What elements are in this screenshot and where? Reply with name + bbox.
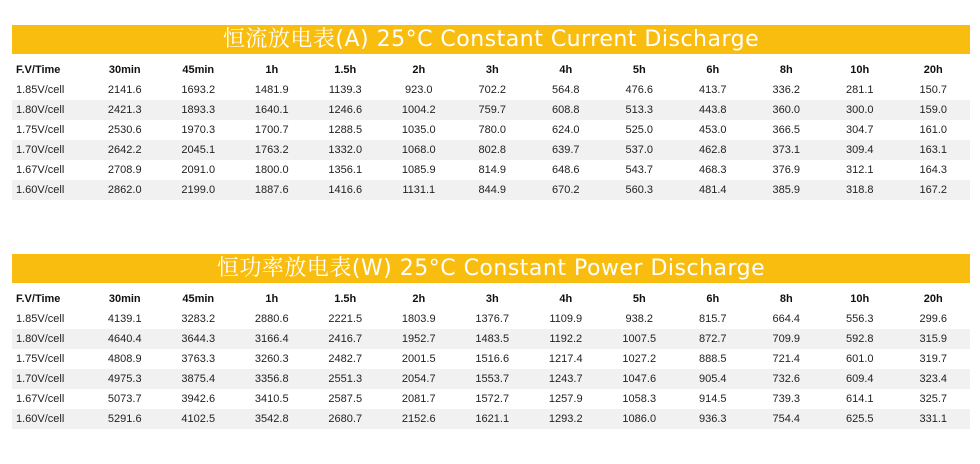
table-cell: 1356.1 <box>328 164 363 176</box>
table-cell: 1700.7 <box>254 124 289 136</box>
power-discharge-section <box>12 254 970 429</box>
table-cell: 780.0 <box>478 124 507 136</box>
table-cell: 163.1 <box>919 144 948 156</box>
table-cell: 814.9 <box>478 164 507 176</box>
column-header: 5h <box>632 64 646 76</box>
table-cell: 3356.8 <box>254 373 289 385</box>
table-cell: 4640.4 <box>107 333 142 345</box>
table-cell: 1481.9 <box>254 84 289 96</box>
column-header: 6h <box>706 293 720 305</box>
table-cell: 325.7 <box>919 393 948 405</box>
table-cell: 739.3 <box>772 393 801 405</box>
table-cell: 453.0 <box>698 124 727 136</box>
table-cell: 888.5 <box>698 353 727 365</box>
table-cell: 2199.0 <box>181 184 216 196</box>
table-row <box>12 140 970 160</box>
table-cell: 1416.6 <box>328 184 363 196</box>
table-cell: 309.4 <box>845 144 874 156</box>
table-cell: 336.2 <box>772 84 801 96</box>
table-row <box>12 409 970 429</box>
row-label: 1.80V/cell <box>16 333 65 345</box>
column-header: 30min <box>108 64 141 76</box>
table-cell: 2221.5 <box>328 313 363 325</box>
table-cell: 150.7 <box>919 84 948 96</box>
table-cell: 366.5 <box>772 124 801 136</box>
table-cell: 476.6 <box>625 84 654 96</box>
table-row <box>12 120 970 140</box>
table-cell: 872.7 <box>698 333 727 345</box>
table-row <box>12 160 970 180</box>
power-discharge-table <box>12 289 970 429</box>
column-header: 1h <box>265 64 279 76</box>
table-cell: 905.4 <box>698 373 727 385</box>
table-title: 恒流放电表(A) 25°C Constant Current Discharge <box>12 25 970 54</box>
table-cell: 1192.2 <box>549 333 583 345</box>
column-header: 45min <box>182 64 215 76</box>
table-cell: 1893.3 <box>181 104 216 116</box>
column-header: 10h <box>850 293 870 305</box>
table-cell: 513.3 <box>625 104 654 116</box>
table-cell: 164.3 <box>919 164 948 176</box>
table-cell: 914.5 <box>698 393 727 405</box>
table-cell: 167.2 <box>919 184 948 196</box>
table-cell: 1243.7 <box>548 373 583 385</box>
table-cell: 161.0 <box>919 124 948 136</box>
column-header: 1h <box>265 293 279 305</box>
row-label: 1.85V/cell <box>16 313 65 325</box>
table-cell: 1970.3 <box>181 124 216 136</box>
column-header: 4h <box>559 64 573 76</box>
table-cell: 159.0 <box>919 104 948 116</box>
column-header: 1.5h <box>334 293 357 305</box>
table-cell: 1621.1 <box>475 413 510 425</box>
table-cell: 385.9 <box>772 184 801 196</box>
table-row <box>12 369 970 389</box>
table-cell: 443.8 <box>698 104 727 116</box>
column-header: 6h <box>706 64 720 76</box>
table-cell: 319.7 <box>919 353 948 365</box>
table-cell: 2708.9 <box>107 164 142 176</box>
table-cell: 815.7 <box>698 313 727 325</box>
table-cell: 3260.3 <box>254 353 289 365</box>
table-cell: 844.9 <box>478 184 507 196</box>
table-cell: 2421.3 <box>107 104 142 116</box>
table-cell: 2141.6 <box>107 84 142 96</box>
table-cell: 754.4 <box>772 413 801 425</box>
table-cell: 1376.7 <box>475 313 510 325</box>
table-cell: 413.7 <box>698 84 727 96</box>
table-cell: 1800.0 <box>254 164 289 176</box>
table-cell: 1293.2 <box>548 413 583 425</box>
table-cell: 2081.7 <box>401 393 436 405</box>
table-cell: 3875.4 <box>181 373 216 385</box>
table-cell: 702.2 <box>478 84 507 96</box>
table-cell: 3542.8 <box>254 413 289 425</box>
table-cell: 625.5 <box>845 413 874 425</box>
table-row <box>12 309 970 329</box>
table-cell: 4975.3 <box>107 373 142 385</box>
table-cell: 670.2 <box>551 184 580 196</box>
table-cell: 1246.6 <box>328 104 363 116</box>
table-cell: 1288.5 <box>328 124 363 136</box>
table-cell: 2551.3 <box>328 373 363 385</box>
column-header: F.V/Time <box>16 64 61 76</box>
table-cell: 3283.2 <box>181 313 216 325</box>
table-cell: 560.3 <box>625 184 654 196</box>
table-cell: 1553.7 <box>475 373 510 385</box>
current-discharge-section <box>12 25 970 200</box>
table-cell: 373.1 <box>772 144 801 156</box>
table-cell: 315.9 <box>919 333 948 345</box>
table-cell: 608.8 <box>551 104 580 116</box>
table-title: 恒功率放电表(W) 25°C Constant Power Discharge <box>12 254 970 283</box>
column-header: 20h <box>923 293 943 305</box>
table-cell: 923.0 <box>404 84 433 96</box>
table-cell: 2680.7 <box>328 413 363 425</box>
row-label: 1.67V/cell <box>16 164 65 176</box>
table-cell: 938.2 <box>625 313 654 325</box>
table-cell: 624.0 <box>551 124 580 136</box>
table-cell: 1035.0 <box>401 124 436 136</box>
table-cell: 537.0 <box>625 144 654 156</box>
table-cell: 1027.2 <box>622 353 657 365</box>
table-cell: 318.8 <box>845 184 874 196</box>
table-cell: 609.4 <box>845 373 874 385</box>
column-header: 2h <box>412 64 426 76</box>
table-cell: 1047.6 <box>622 373 657 385</box>
table-cell: 1952.7 <box>401 333 436 345</box>
table-cell: 3763.3 <box>181 353 216 365</box>
column-header: 20h <box>923 64 943 76</box>
column-header: 5h <box>632 293 646 305</box>
current-discharge-table <box>12 60 970 200</box>
column-header: 10h <box>850 64 870 76</box>
header-row <box>12 60 970 80</box>
table-cell: 1217.4 <box>548 353 583 365</box>
row-label: 1.80V/cell <box>16 104 65 116</box>
table-cell: 614.1 <box>845 393 874 405</box>
table-cell: 936.3 <box>698 413 727 425</box>
column-header: 1.5h <box>334 64 357 76</box>
table-cell: 1007.5 <box>622 333 657 345</box>
column-header: 30min <box>108 293 141 305</box>
table-cell: 281.1 <box>845 84 874 96</box>
table-cell: 1109.9 <box>549 313 583 325</box>
table-cell: 1803.9 <box>401 313 436 325</box>
table-cell: 2416.7 <box>328 333 363 345</box>
table-cell: 1085.9 <box>401 164 436 176</box>
column-header: 45min <box>182 293 215 305</box>
table-cell: 664.4 <box>772 313 801 325</box>
table-cell: 592.8 <box>845 333 874 345</box>
table-cell: 5073.7 <box>107 393 142 405</box>
row-label: 1.67V/cell <box>16 393 65 405</box>
table-cell: 1572.7 <box>475 393 510 405</box>
table-cell: 462.8 <box>698 144 727 156</box>
table-cell: 5291.6 <box>107 413 142 425</box>
table-cell: 709.9 <box>772 333 801 345</box>
column-header: 8h <box>779 64 793 76</box>
table-cell: 2862.0 <box>107 184 142 196</box>
table-cell: 802.8 <box>478 144 507 156</box>
table-cell: 648.6 <box>551 164 580 176</box>
table-cell: 1887.6 <box>254 184 289 196</box>
table-cell: 1131.1 <box>402 184 436 196</box>
table-cell: 2482.7 <box>328 353 363 365</box>
column-header: F.V/Time <box>16 293 61 305</box>
table-cell: 601.0 <box>845 353 874 365</box>
table-cell: 639.7 <box>551 144 580 156</box>
table-cell: 1058.3 <box>622 393 657 405</box>
table-cell: 543.7 <box>625 164 654 176</box>
table-cell: 1257.9 <box>548 393 583 405</box>
table-cell: 323.4 <box>919 373 948 385</box>
column-header: 3h <box>485 293 499 305</box>
table-cell: 759.7 <box>478 104 507 116</box>
table-row <box>12 180 970 200</box>
table-cell: 3644.3 <box>181 333 216 345</box>
column-header: 2h <box>412 293 426 305</box>
table-cell: 525.0 <box>625 124 654 136</box>
table-cell: 1086.0 <box>622 413 657 425</box>
table-cell: 3942.6 <box>181 393 216 405</box>
table-cell: 312.1 <box>845 164 874 176</box>
column-header: 8h <box>779 293 793 305</box>
table-cell: 2880.6 <box>254 313 289 325</box>
table-cell: 556.3 <box>845 313 874 325</box>
table-cell: 376.9 <box>772 164 801 176</box>
column-header: 3h <box>485 64 499 76</box>
table-cell: 1693.2 <box>181 84 216 96</box>
table-cell: 331.1 <box>919 413 948 425</box>
table-cell: 304.7 <box>845 124 874 136</box>
row-label: 1.60V/cell <box>16 413 65 425</box>
table-row <box>12 329 970 349</box>
table-cell: 2587.5 <box>328 393 363 405</box>
table-cell: 2091.0 <box>181 164 216 176</box>
table-cell: 732.6 <box>772 373 801 385</box>
table-cell: 2045.1 <box>181 144 216 156</box>
table-cell: 721.4 <box>772 353 801 365</box>
table-cell: 1483.5 <box>475 333 510 345</box>
table-cell: 4102.5 <box>181 413 216 425</box>
table-cell: 4808.9 <box>107 353 142 365</box>
table-row <box>12 349 970 369</box>
header-row <box>12 289 970 309</box>
table-cell: 360.0 <box>772 104 801 116</box>
table-cell: 1332.0 <box>328 144 363 156</box>
table-cell: 1763.2 <box>254 144 289 156</box>
table-cell: 481.4 <box>698 184 727 196</box>
column-header: 4h <box>559 293 573 305</box>
table-row <box>12 389 970 409</box>
row-label: 1.70V/cell <box>16 144 65 156</box>
table-cell: 2054.7 <box>401 373 436 385</box>
row-label: 1.75V/cell <box>16 353 65 365</box>
table-cell: 1516.6 <box>475 353 510 365</box>
table-cell: 300.0 <box>845 104 874 116</box>
table-cell: 1068.0 <box>401 144 436 156</box>
table-cell: 4139.1 <box>107 313 142 325</box>
table-cell: 564.8 <box>551 84 580 96</box>
row-label: 1.75V/cell <box>16 124 65 136</box>
table-cell: 3166.4 <box>254 333 289 345</box>
table-cell: 2001.5 <box>401 353 436 365</box>
table-cell: 2530.6 <box>107 124 142 136</box>
row-label: 1.70V/cell <box>16 373 65 385</box>
row-label: 1.60V/cell <box>16 184 65 196</box>
table-row <box>12 80 970 100</box>
table-cell: 2152.6 <box>401 413 436 425</box>
table-row <box>12 100 970 120</box>
table-cell: 468.3 <box>698 164 727 176</box>
table-cell: 1139.3 <box>328 84 362 96</box>
table-cell: 1004.2 <box>401 104 436 116</box>
table-cell: 2642.2 <box>107 144 142 156</box>
table-cell: 299.6 <box>919 313 948 325</box>
row-label: 1.85V/cell <box>16 84 65 96</box>
table-cell: 1640.1 <box>254 104 289 116</box>
table-cell: 3410.5 <box>254 393 289 405</box>
